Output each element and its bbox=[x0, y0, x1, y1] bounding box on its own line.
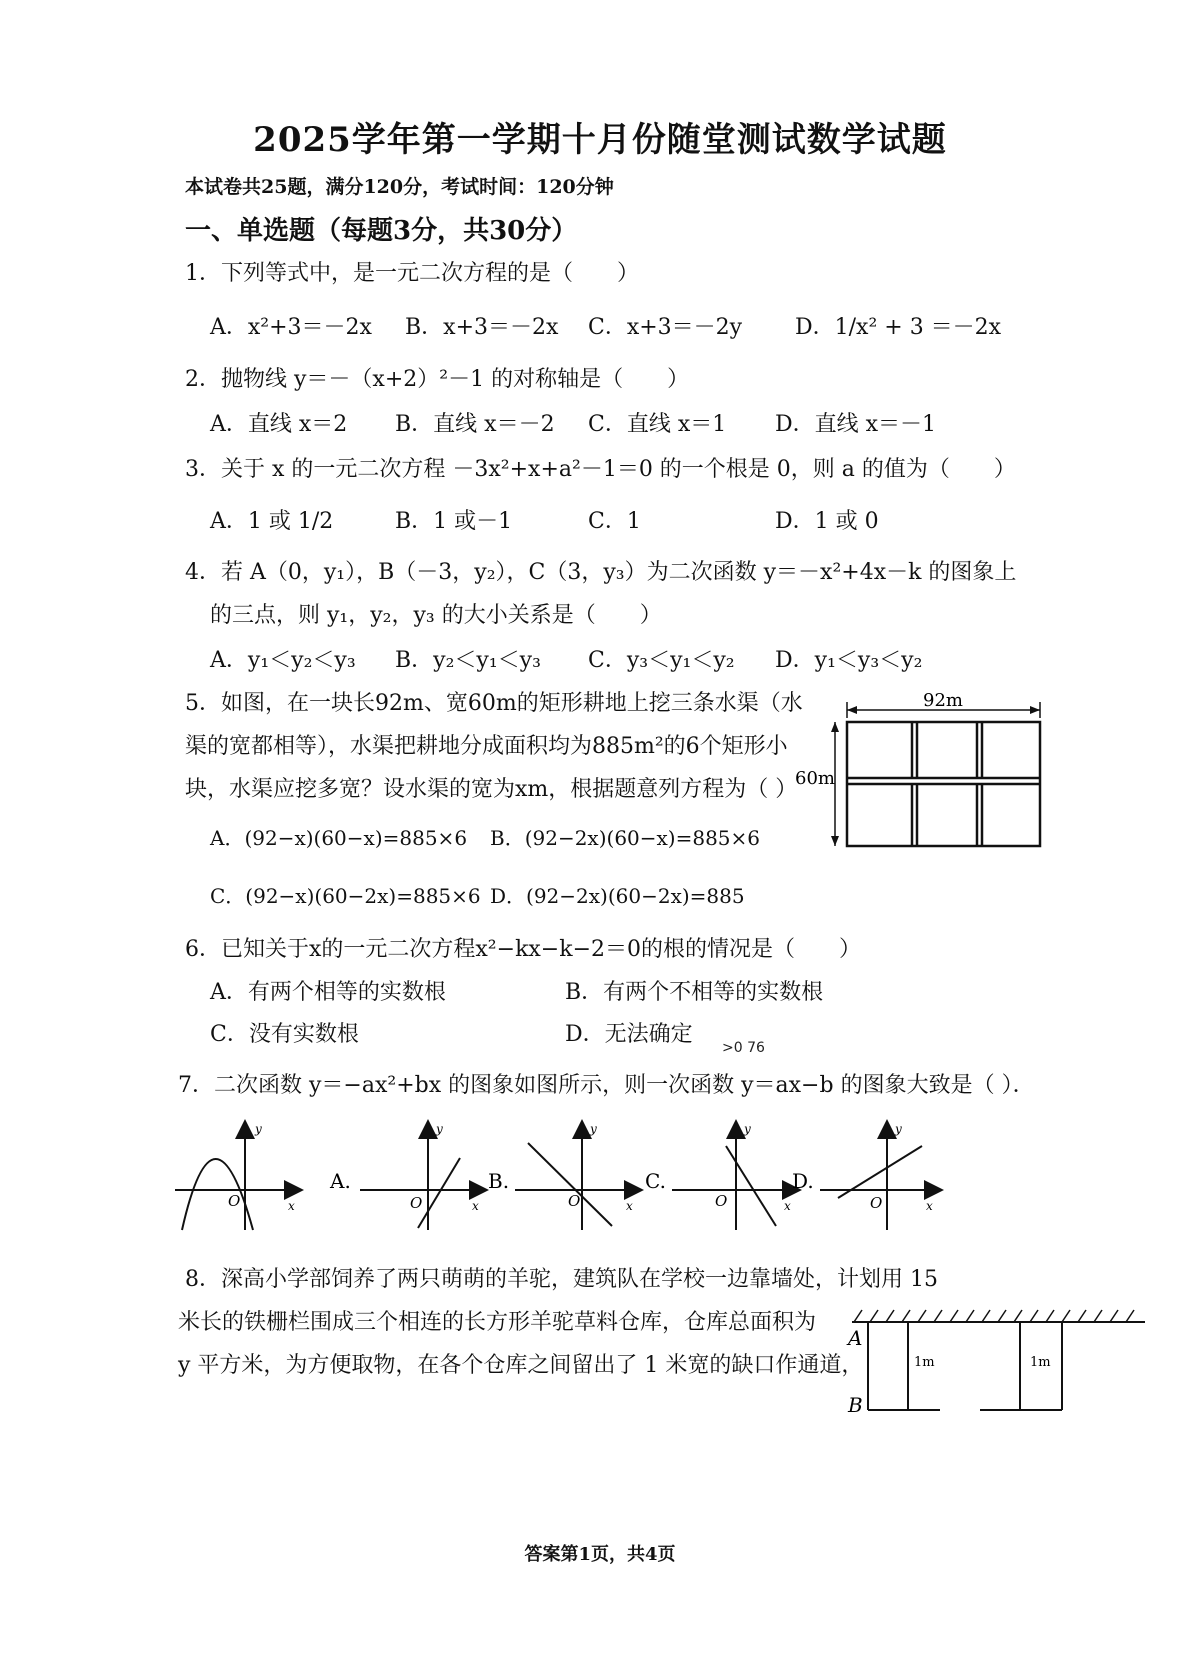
parabola-graph bbox=[175, 1122, 300, 1230]
svg-text:O: O bbox=[715, 1192, 728, 1210]
question-4-stem-line2: 的三点，则 y₁，y₂，y₃ 的大小关系是（ ） bbox=[210, 603, 662, 628]
option-c-label: C. bbox=[645, 1169, 666, 1193]
question-5-option-b: B．(92−2x)(60−x)=885×6 bbox=[490, 826, 761, 850]
svg-text:x: x bbox=[472, 1199, 479, 1213]
svg-text:y: y bbox=[436, 1122, 443, 1136]
svg-text:y: y bbox=[744, 1122, 751, 1136]
handwritten-note: >0 76 bbox=[722, 1040, 765, 1056]
question-2-option-d: D．直线 x＝－1 bbox=[775, 412, 937, 437]
question-4-stem-line1: 4．若 A（0，y₁），B（－3，y₂），C（3，y₃）为二次函数 y＝－x²+4x－k 的图象上 bbox=[185, 560, 1017, 585]
field-width-label: 92m bbox=[923, 690, 963, 711]
question-6-option-a: A．有两个相等的实数根 bbox=[210, 980, 446, 1005]
question-1-stem: 1．下列等式中，是一元二次方程的是（ ） bbox=[185, 261, 639, 286]
option-b-label: B. bbox=[488, 1169, 510, 1193]
question-2-stem: 2．抛物线 y＝－（x+2）²－1 的对称轴是（ ） bbox=[185, 367, 690, 392]
question-8-warehouse-diagram bbox=[840, 1300, 1160, 1440]
svg-text:x: x bbox=[288, 1199, 295, 1213]
question-5-field-diagram bbox=[795, 688, 1100, 858]
gap-label-1: 1m bbox=[914, 1355, 935, 1370]
option-d-label: D. bbox=[792, 1169, 814, 1193]
question-4-option-b: B．y₂＜y₁＜y₃ bbox=[395, 648, 541, 673]
question-5-option-c: C．(92−x)(60−2x)=885×6 bbox=[210, 884, 481, 908]
question-6-stem: 6．已知关于x的一元二次方程x²−kx−k−2＝0的根的情况是（ ） bbox=[185, 937, 861, 962]
question-5-option-a: A．(92−x)(60−x)=885×6 bbox=[210, 826, 468, 850]
question-1-option-d: D．1/x² + 3 ＝－2x bbox=[795, 315, 1002, 340]
question-4-option-c: C．y₃＜y₁＜y₂ bbox=[588, 648, 735, 673]
label-b: B bbox=[848, 1393, 863, 1417]
label-a: A bbox=[848, 1326, 863, 1350]
question-7-graphs bbox=[170, 1118, 1140, 1238]
field-height-label: 60m bbox=[795, 768, 835, 789]
gap-label-2: 1m bbox=[1030, 1355, 1051, 1370]
svg-text:x: x bbox=[926, 1199, 933, 1213]
question-1-option-b: B．x+3＝－2x bbox=[405, 315, 559, 340]
question-3-option-c: C．1 bbox=[588, 509, 641, 534]
question-1-option-a: A．x²+3＝－2x bbox=[210, 315, 372, 340]
option-b-graph bbox=[515, 1122, 640, 1230]
question-1-option-c: C．x+3＝－2y bbox=[588, 315, 743, 340]
svg-text:O: O bbox=[870, 1194, 883, 1212]
question-6-option-b: B．有两个不相等的实数根 bbox=[565, 980, 824, 1005]
question-8-stem-line1: 8．深高小学部饲养了两只萌萌的羊驼，建筑队在学校一边靠墙处，计划用 15 bbox=[185, 1267, 938, 1292]
option-a-label: A. bbox=[330, 1169, 351, 1193]
svg-text:O: O bbox=[568, 1192, 581, 1210]
exam-info: 本试卷共25题，满分120分，考试时间：120分钟 bbox=[185, 176, 614, 198]
question-4-option-a: A．y₁＜y₂＜y₃ bbox=[210, 648, 356, 673]
question-5-stem-line1: 5．如图，在一块长92m、宽60m的矩形耕地上挖三条水渠（水 bbox=[185, 691, 803, 716]
svg-text:y: y bbox=[590, 1122, 597, 1136]
question-5-stem-line3: 块，水渠应挖多宽？设水渠的宽为xm，根据题意列方程为（ ） bbox=[185, 777, 798, 802]
svg-text:y: y bbox=[255, 1122, 262, 1136]
question-2-option-c: C．直线 x＝1 bbox=[588, 412, 727, 437]
svg-text:x: x bbox=[626, 1199, 633, 1213]
question-6-option-d: D．无法确定 bbox=[565, 1022, 693, 1047]
question-8-stem-line2: 米长的铁栅栏围成三个相连的长方形羊驼草料仓库，仓库总面积为 bbox=[178, 1310, 817, 1335]
svg-text:y: y bbox=[895, 1122, 902, 1136]
svg-text:x: x bbox=[784, 1199, 791, 1213]
question-3-stem: 3．关于 x 的一元二次方程 －3x²+x+a²－1＝0 的一个根是 0，则 a 的值为（ ） bbox=[185, 457, 1016, 482]
question-3-option-b: B．1 或－1 bbox=[395, 509, 513, 534]
question-8-stem-line3: y 平方米，为方便取物，在各个仓库之间留出了 1 米宽的缺口作通道， bbox=[178, 1353, 864, 1378]
question-3-option-d: D．1 或 0 bbox=[775, 509, 879, 534]
question-3-option-a: A．1 或 1/2 bbox=[210, 509, 334, 534]
svg-text:O: O bbox=[410, 1194, 423, 1212]
page-title: 2025学年第一学期十月份随堂测试数学试题 bbox=[253, 120, 947, 160]
question-2-option-b: B．直线 x＝－2 bbox=[395, 412, 555, 437]
question-7-stem: 7．二次函数 y＝−ax²+bx 的图象如图所示，则一次函数 y＝ax−b 的图象大致是（ ）． bbox=[178, 1073, 1035, 1098]
question-5-stem-line2: 渠的宽都相等），水渠把耕地分成面积均为885m²的6个矩形小 bbox=[185, 734, 788, 759]
section-heading: 一、单选题（每题3分，共30分） bbox=[185, 216, 578, 246]
question-6-option-c: C．没有实数根 bbox=[210, 1022, 359, 1047]
question-5-option-d: D．(92−2x)(60−2x)=885 bbox=[490, 884, 745, 908]
option-c-graph bbox=[672, 1122, 798, 1230]
option-a-graph bbox=[360, 1122, 485, 1230]
question-4-option-d: D．y₁＜y₃＜y₂ bbox=[775, 648, 923, 673]
option-d-graph bbox=[820, 1122, 940, 1230]
question-2-option-a: A．直线 x＝2 bbox=[210, 412, 348, 437]
page-footer: 答案第1页，共4页 bbox=[524, 1544, 676, 1565]
svg-text:O: O bbox=[228, 1192, 241, 1210]
